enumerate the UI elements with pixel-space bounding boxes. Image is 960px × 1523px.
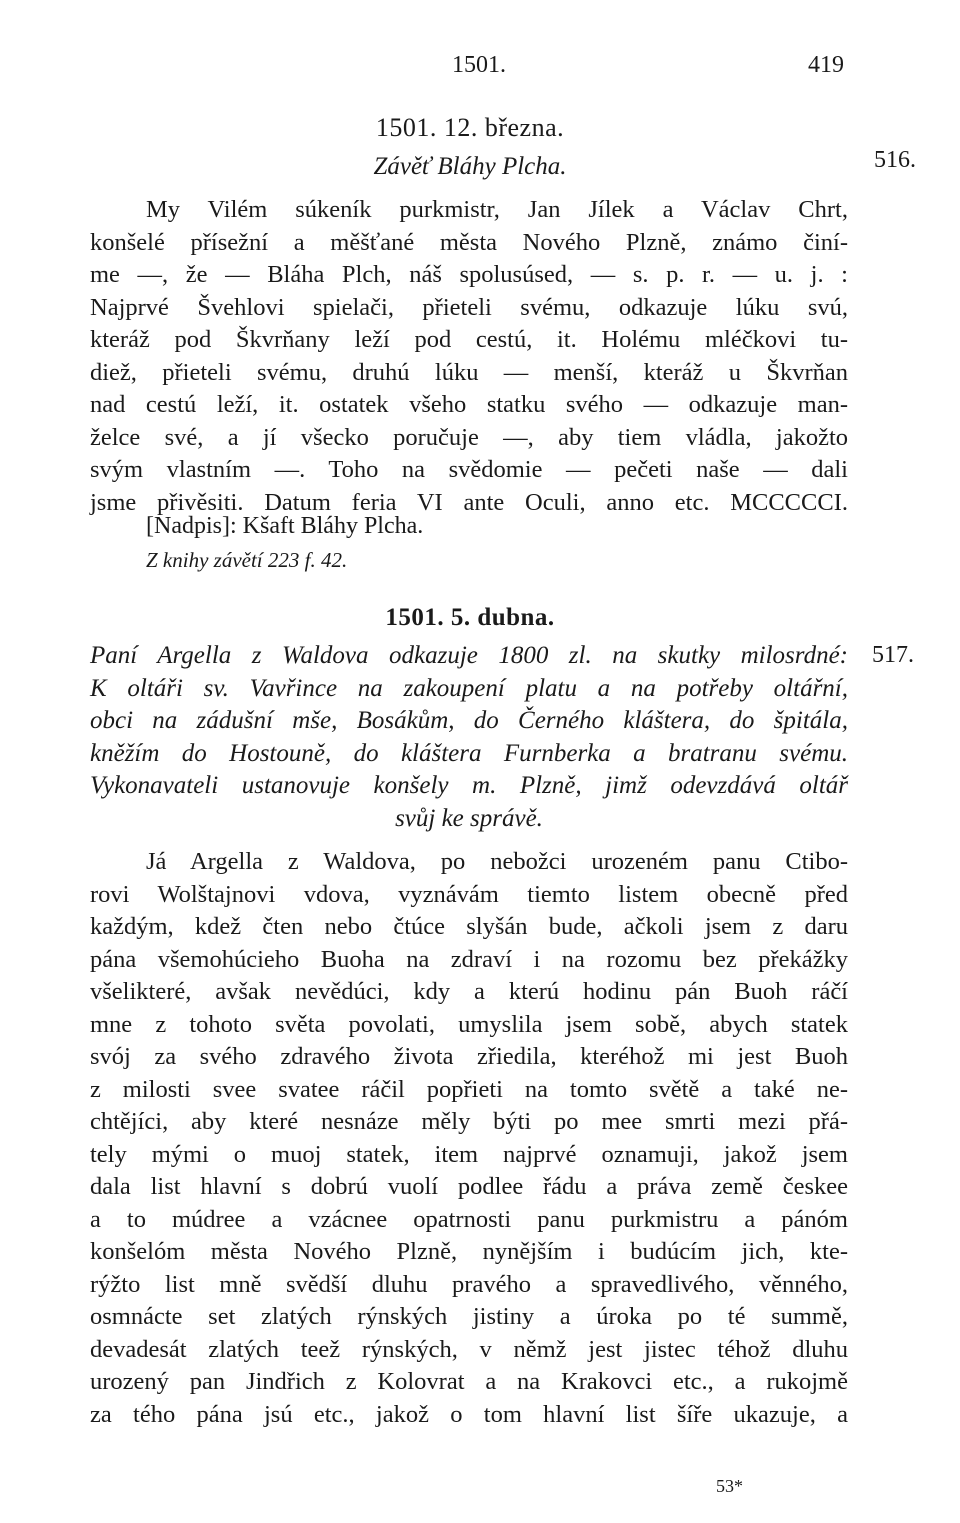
doc-516-line: nad cestú leží, it. ostatek všeho statku svého — odkazuje man- (90, 391, 848, 418)
doc-516-subtitle: Závěť Bláhy Plcha. (373, 153, 567, 180)
doc-516-source: Z knihy závětí 223 f. 42. (146, 548, 348, 572)
doc-516-heading: 1501. 12. března. (375, 113, 565, 142)
doc-516-title-note: [Nadpis]: Kšaft Bláhy Plcha. (146, 513, 424, 539)
doc-517-line: za tého pána jsú etc., jakož o tom hlavní list šíře ukazuje, a (90, 1400, 848, 1428)
doc-517-regest-line: Paní Argella z Waldova odkazuje 1800 zl. na skutky milosrdné: (90, 642, 848, 669)
doc-517-line: rovi Wolštajnovi vdova, vyznávám tiemto listem obecně před (90, 880, 848, 908)
doc-517-line: devadesát zlatých teež rýnských, v němž jest jistec téhož dluhu (90, 1335, 848, 1363)
doc-517-line: rýžto list mně svědší dluhu pravého a spravedlivého, věnného, (90, 1270, 848, 1298)
doc-516-line: me —, že — Bláha Plch, náš spolusúsed, — s. p. r. — u. j. : (90, 261, 848, 288)
doc-516-line: jsme přivěsiti. Datum feria VI ante Oculi, anno etc. MCCCCCI. (90, 488, 848, 516)
doc-517-line: všelikteré, avšak nevědúci, kdy a kterú hodinu pán Buoh ráčí (90, 978, 848, 1005)
doc-517-line: osmnácte set zlatých rýnských jistiny a úroka po té summě, (90, 1303, 848, 1330)
doc-516-line: svým vlastním —. Toho na svědomie — pečeti naše — dali (90, 456, 848, 483)
doc-517-line: konšelóm města Nového Plzně, nynějším i budúcím jich, kte- (90, 1238, 848, 1265)
doc-517-regest (90, 640, 848, 835)
doc-517-regest-line: kněžím do Hostouně, do kláštera Furnberka a bratranu svému. (90, 739, 848, 767)
doc-517-line: a to múdree a vzácnee opatrnosti panu purkmistru a pánóm (90, 1205, 848, 1233)
doc-516-line: diež, přieteli svému, druhú lúku — menší, kteráž u Škvrňan (90, 358, 848, 386)
doc-517-line: chtějíci, aby které nesnáze měly býti po mee smrti mezi přá- (90, 1108, 848, 1135)
doc-517-line: Já Argella z Waldova, po nebožci urozeném panu Ctibo- (146, 848, 848, 875)
doc-517-line: dala list hlavní s dobrú vuolí podlee řádu a práva země českee (90, 1173, 848, 1200)
doc-517-regest-line: Vykonavateli ustanovuje konšely m. Plzně, jimž odevzdává oltář (90, 772, 848, 799)
doc-516-line: konšelé přísežní a měšťané města Nového Plzně, známo činí- (90, 228, 848, 256)
doc-517-line: každým, kdež čten nebo čtúce slyšán bude, ačkoli jsem z daru (90, 913, 848, 940)
doc-517-line: pána všemohúcieho Buoha na zdraví i na rozomu bez překážky (90, 945, 848, 973)
doc-517-line: z milosti svee svatee ráčil popřieti na tomto světě a také ne- (90, 1075, 848, 1103)
doc-517-number: 517. (872, 642, 914, 668)
doc-517-regest-line: obci na zádušní mše, Bosákům, do Černého kláštera, do špitála, (90, 707, 848, 734)
doc-516-line: Najprvé Švehlovi spielači, přieteli svému, odkazuje lúku svú, (90, 293, 848, 321)
doc-516-line: My Vilém súkeník purkmistr, Jan Jílek a Václav Chrt, (146, 196, 848, 223)
doc-517-line: svój za svého zdravého života zřiedila, kteréhož mi jest Buoh (90, 1043, 848, 1070)
doc-516-line: želce své, a jí všecko poručuje —, aby tiem vládla, jakožto (90, 423, 848, 451)
doc-517-line: tely mými o muoj statek, item najprvé oznamuji, jakož jsem (90, 1140, 848, 1168)
doc-516-number: 516. (874, 147, 916, 173)
doc-517-regest-line: svůj ke správě. (395, 804, 543, 832)
page-number: 419 (808, 52, 844, 78)
running-header-year: 1501. (452, 52, 506, 78)
doc-517-heading: 1501. 5. dubna. (385, 604, 555, 631)
doc-517-body (90, 846, 848, 1431)
signature-mark: 53* (716, 1476, 743, 1496)
doc-516-line: kteráž pod Škvrňany leží pod cestú, it. Holému mléčkovi tu- (90, 326, 848, 353)
doc-517-line: urozený pan Jindřich z Kolovrat a na Krakovci etc., a rukojmě (90, 1368, 848, 1395)
doc-516-body (90, 194, 848, 519)
doc-517-regest-line: K oltáři sv. Vavřince na zakoupení platu a na potřeby oltářní, (90, 674, 848, 702)
doc-517-line: mne z tohoto světa povolati, umyslila jsem sobě, abych statek (90, 1010, 848, 1038)
